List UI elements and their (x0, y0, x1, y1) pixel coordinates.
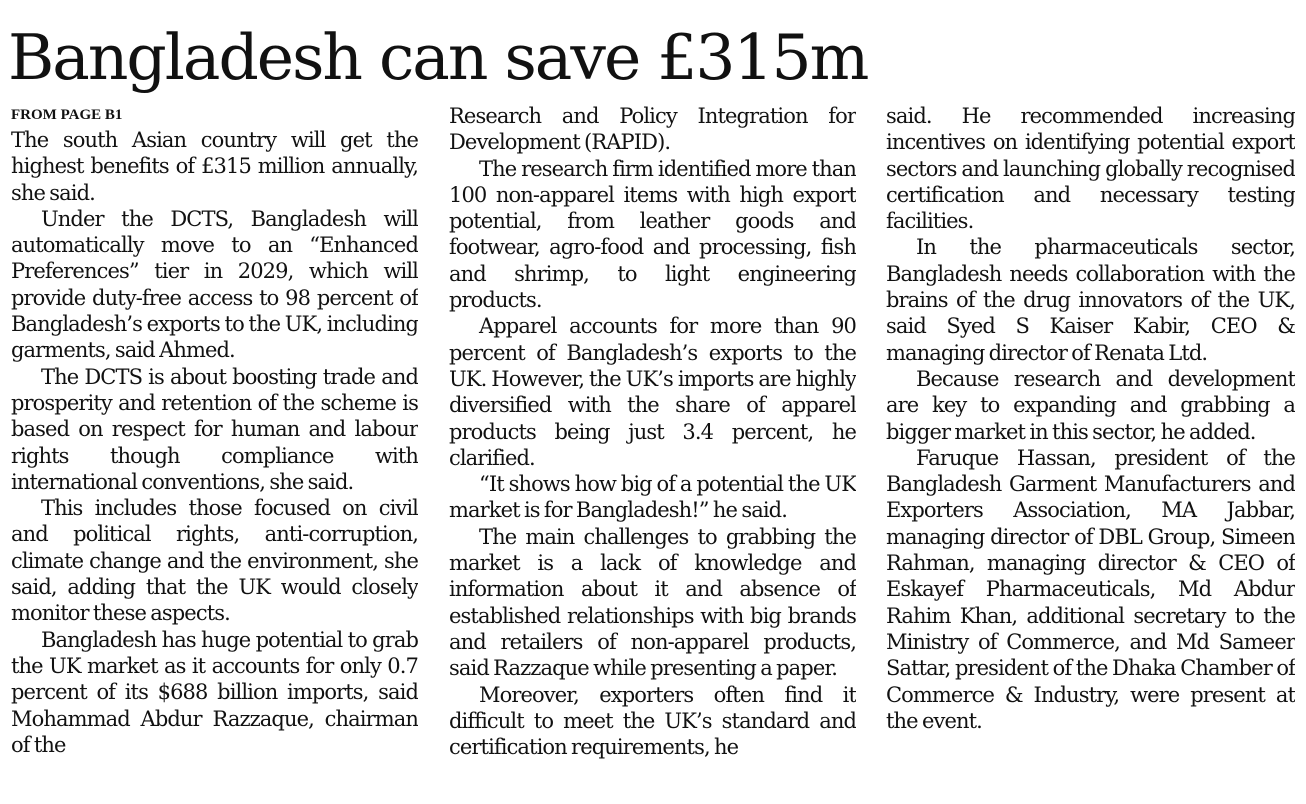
paragraph-continued: said. He recommended increasing incentives on identifying potential export sectors and launching globally recognised certification and necessary testing facilities. (886, 104, 1295, 234)
paragraph: The south Asian country will get the highest benefits of £315 million annually, she said. (11, 128, 418, 205)
paragraph-continued: Research and Policy Integration for Development (RAPID). (449, 104, 856, 155)
paragraph: Because research and development are key to expanding and grabbing a bigger market in this sector, he added. (886, 366, 1295, 444)
paragraph: Apparel accounts for more than 90 percent of Bangladesh’s exports to the UK. However, the UK’s imports are highly diversified with the share of apparel products being just 3.4 percent, he clarified. (449, 314, 856, 470)
paragraph: Bangladesh has huge potential to grab the UK market as it accounts for only 0.7 percent of its $688 billion imports, said Mohammad Abdur Razzaque, chairman of the (11, 627, 418, 757)
article-column-2 (449, 103, 856, 793)
paragraph: Under the DCTS, Bangladesh will automatically move to an “Enhanced Preferences” tier in 2029, which will provide duty-free access to 98 percent of Bangladesh’s exports to the UK, including garments, said Ahmed. (11, 206, 418, 363)
paragraph: The DCTS is about boosting trade and prosperity and retention of the scheme is based on respect for human and labour rights though compliance with international conventions, she said. (11, 364, 418, 494)
paragraph: This includes those focused on civil and political rights, anti-corruption, climate change and the environment, she said, adding that the UK would closely monitor these aspects. (11, 496, 418, 626)
article-column-3 (886, 103, 1295, 793)
paragraph: The research firm identified more than 100 non-apparel items with high export potential, from leather goods and footwear, agro-food and processing, fish and shrimp, to light engineering products. (449, 156, 856, 313)
paragraph: In the pharmaceuticals sector, Bangladesh needs collaboration with the brains of the drug innovators of the UK, said Syed S Kaiser Kabir, CEO & managing director of Renata Ltd. (886, 235, 1295, 365)
paragraph: Moreover, exporters often find it difficult to meet the UK’s standard and certification requirements, he (449, 682, 856, 760)
article-column-1 (11, 103, 418, 793)
paragraph: “It shows how big of a potential the UK market is for Bangladesh!” he said. (449, 472, 856, 523)
kicker-label: FROM PAGE B1 (11, 107, 123, 123)
headline: Bangladesh can save £315m (8, 21, 868, 94)
paragraph: The main challenges to grabbing the market is a lack of knowledge and information about it and absence of established relationships with big brands and retailers of non-apparel products, said Razzaque while presenting a paper. (449, 524, 856, 681)
paragraph: Faruque Hassan, president of the Bangladesh Garment Manufacturers and Exporters Association, MA Jabbar, managing director of DBL Group, Simeen Rahman, managing director & CEO of Eskayef Pharmaceuticals, Md Abdur Rahim Khan, additional secretary to the Ministry of Commerce, and Md Sameer Sattar, president of the Dhaka Chamber of Commerce & Industry, were present at the event. (886, 445, 1295, 733)
